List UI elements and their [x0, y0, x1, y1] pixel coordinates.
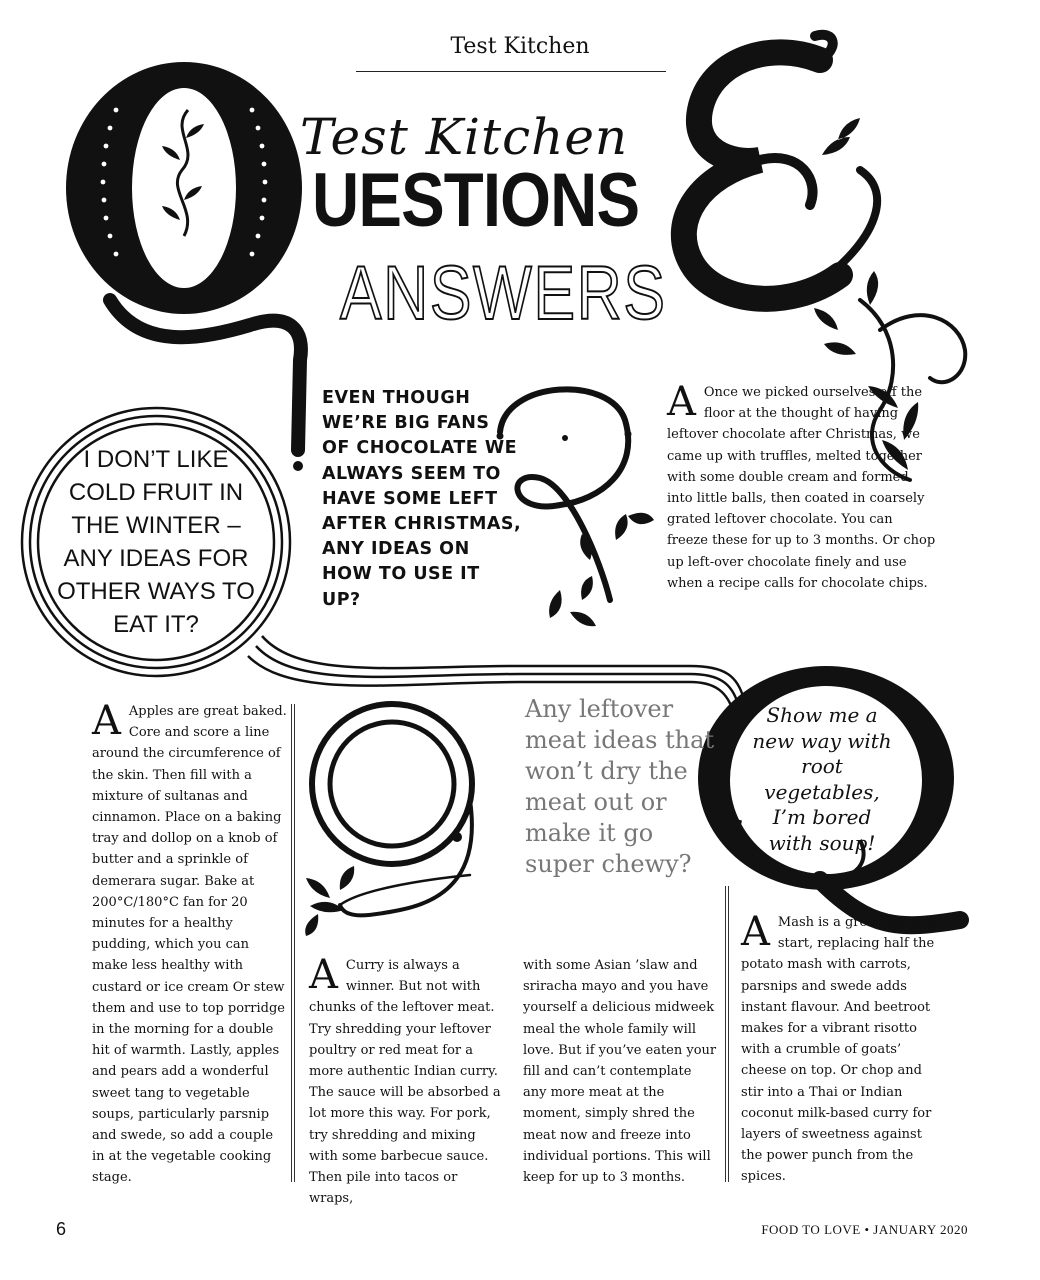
publication-footer: FOOD TO LOVE • JANUARY 2020 — [761, 1222, 968, 1237]
answer-chocolate — [667, 379, 937, 594]
title-answers: ANSWERS — [340, 251, 667, 336]
circle-flourish-icon — [312, 704, 472, 915]
answer-leftover-meat-part2: with some Asian ’slaw and sriracha mayo and you have yourself a delicious midweek meal the whole family will love. But if you’ve eaten your fill and can’t contemplate any more meat at the moment, simply shred the meat now and freeze into individual portions. This will keep for up to 3 months. — [523, 958, 717, 1186]
answer-text: Curry is always a winner. But not with chunks of the leftover meat. Try shredding your leftover poultry or red meat for a more authentic Indian curry. The sauce will be absorbed a lot more this way. For pork, try shredding and mixing with some barbecue sauce. Then pile into tacos or wraps, — [309, 958, 501, 1207]
section-label: Test Kitchen — [450, 34, 590, 59]
question-leftover-meat: Any leftover meat ideas that won’t dry the meat out or make it go super chewy? — [525, 695, 715, 878]
answer-leftover-meat-part1 — [309, 952, 503, 1209]
answer-lead-letter: A — [309, 952, 338, 998]
answer-text: Mash is a great place to start, replacing half the potato mash with carrots, parsnips and swede adds instant flavour. And beetroot makes for a vibrant risotto with a crumble of goats’ cheese on top. Or chop and stir into a Thai or Indian coconut milk-based curry for layers of sweetness against the power punch from the spices. — [741, 915, 937, 1185]
answer-lead-letter: A — [92, 698, 121, 744]
column-rule — [725, 886, 729, 1182]
answer-root-vegetables — [741, 909, 937, 1188]
answer-lead-letter: A — [741, 909, 770, 955]
answer-cold-fruit — [92, 698, 288, 1189]
answer-lead-letter: A — [667, 379, 696, 425]
question-cold-fruit — [26, 412, 286, 672]
decorative-q-letter-icon — [66, 62, 303, 471]
column-rule — [291, 704, 295, 1182]
answer-text: Once we picked ourselves off the floor at the thought of having leftover chocolate after Christmas, we came up with truffles, melted together with some double cream and formed into little balls, then coated in coarsely grated leftover chocolate. You can freeze these for up to 3 months. Or chop up left-over chocolate finely and use when a recipe calls for chocolate chips. — [667, 385, 936, 591]
title-questions: UESTIONS — [312, 158, 640, 243]
question-root-vegetables: Show me a new way with root vegetables, I’m bored with soup! — [752, 703, 892, 855]
page-number: 6 — [56, 1219, 67, 1239]
answer-text: Apples are great baked. Core and score a line around the circumference of the skin. Then fill with a mixture of sultanas and cinnamon. Place on a baking tray and dollop on a knob of butter and a sprinkle of demerara sugar. Bake at 200°C/180°C fan for 20 minutes for a healthy pudding, which you can make less healthy with custard or ice cream Or stew them and use to top porridge in the morning for a double hit of warmth. Lastly, apples and pears add a wonderful sweet tang to vegetable soups, particularly parsnip and swede, so add a couple in at the vegetable cooking stage. — [92, 704, 287, 1186]
question-text: I DON’T LIKE COLD FRUIT IN THE WINTER – ANY IDEAS FOR OTHER WAYS TO EAT IT? — [57, 446, 255, 638]
title-script: Test Kitchen — [300, 108, 629, 166]
question-chocolate: EVEN THOUGH WE’RE BIG FANS OF CHOCOLATE WE ALWAYS SEEM TO HAVE SOME LEFT AFTER CHRISTMAS, ANY IDEAS ON HOW TO USE IT UP? — [322, 388, 522, 610]
